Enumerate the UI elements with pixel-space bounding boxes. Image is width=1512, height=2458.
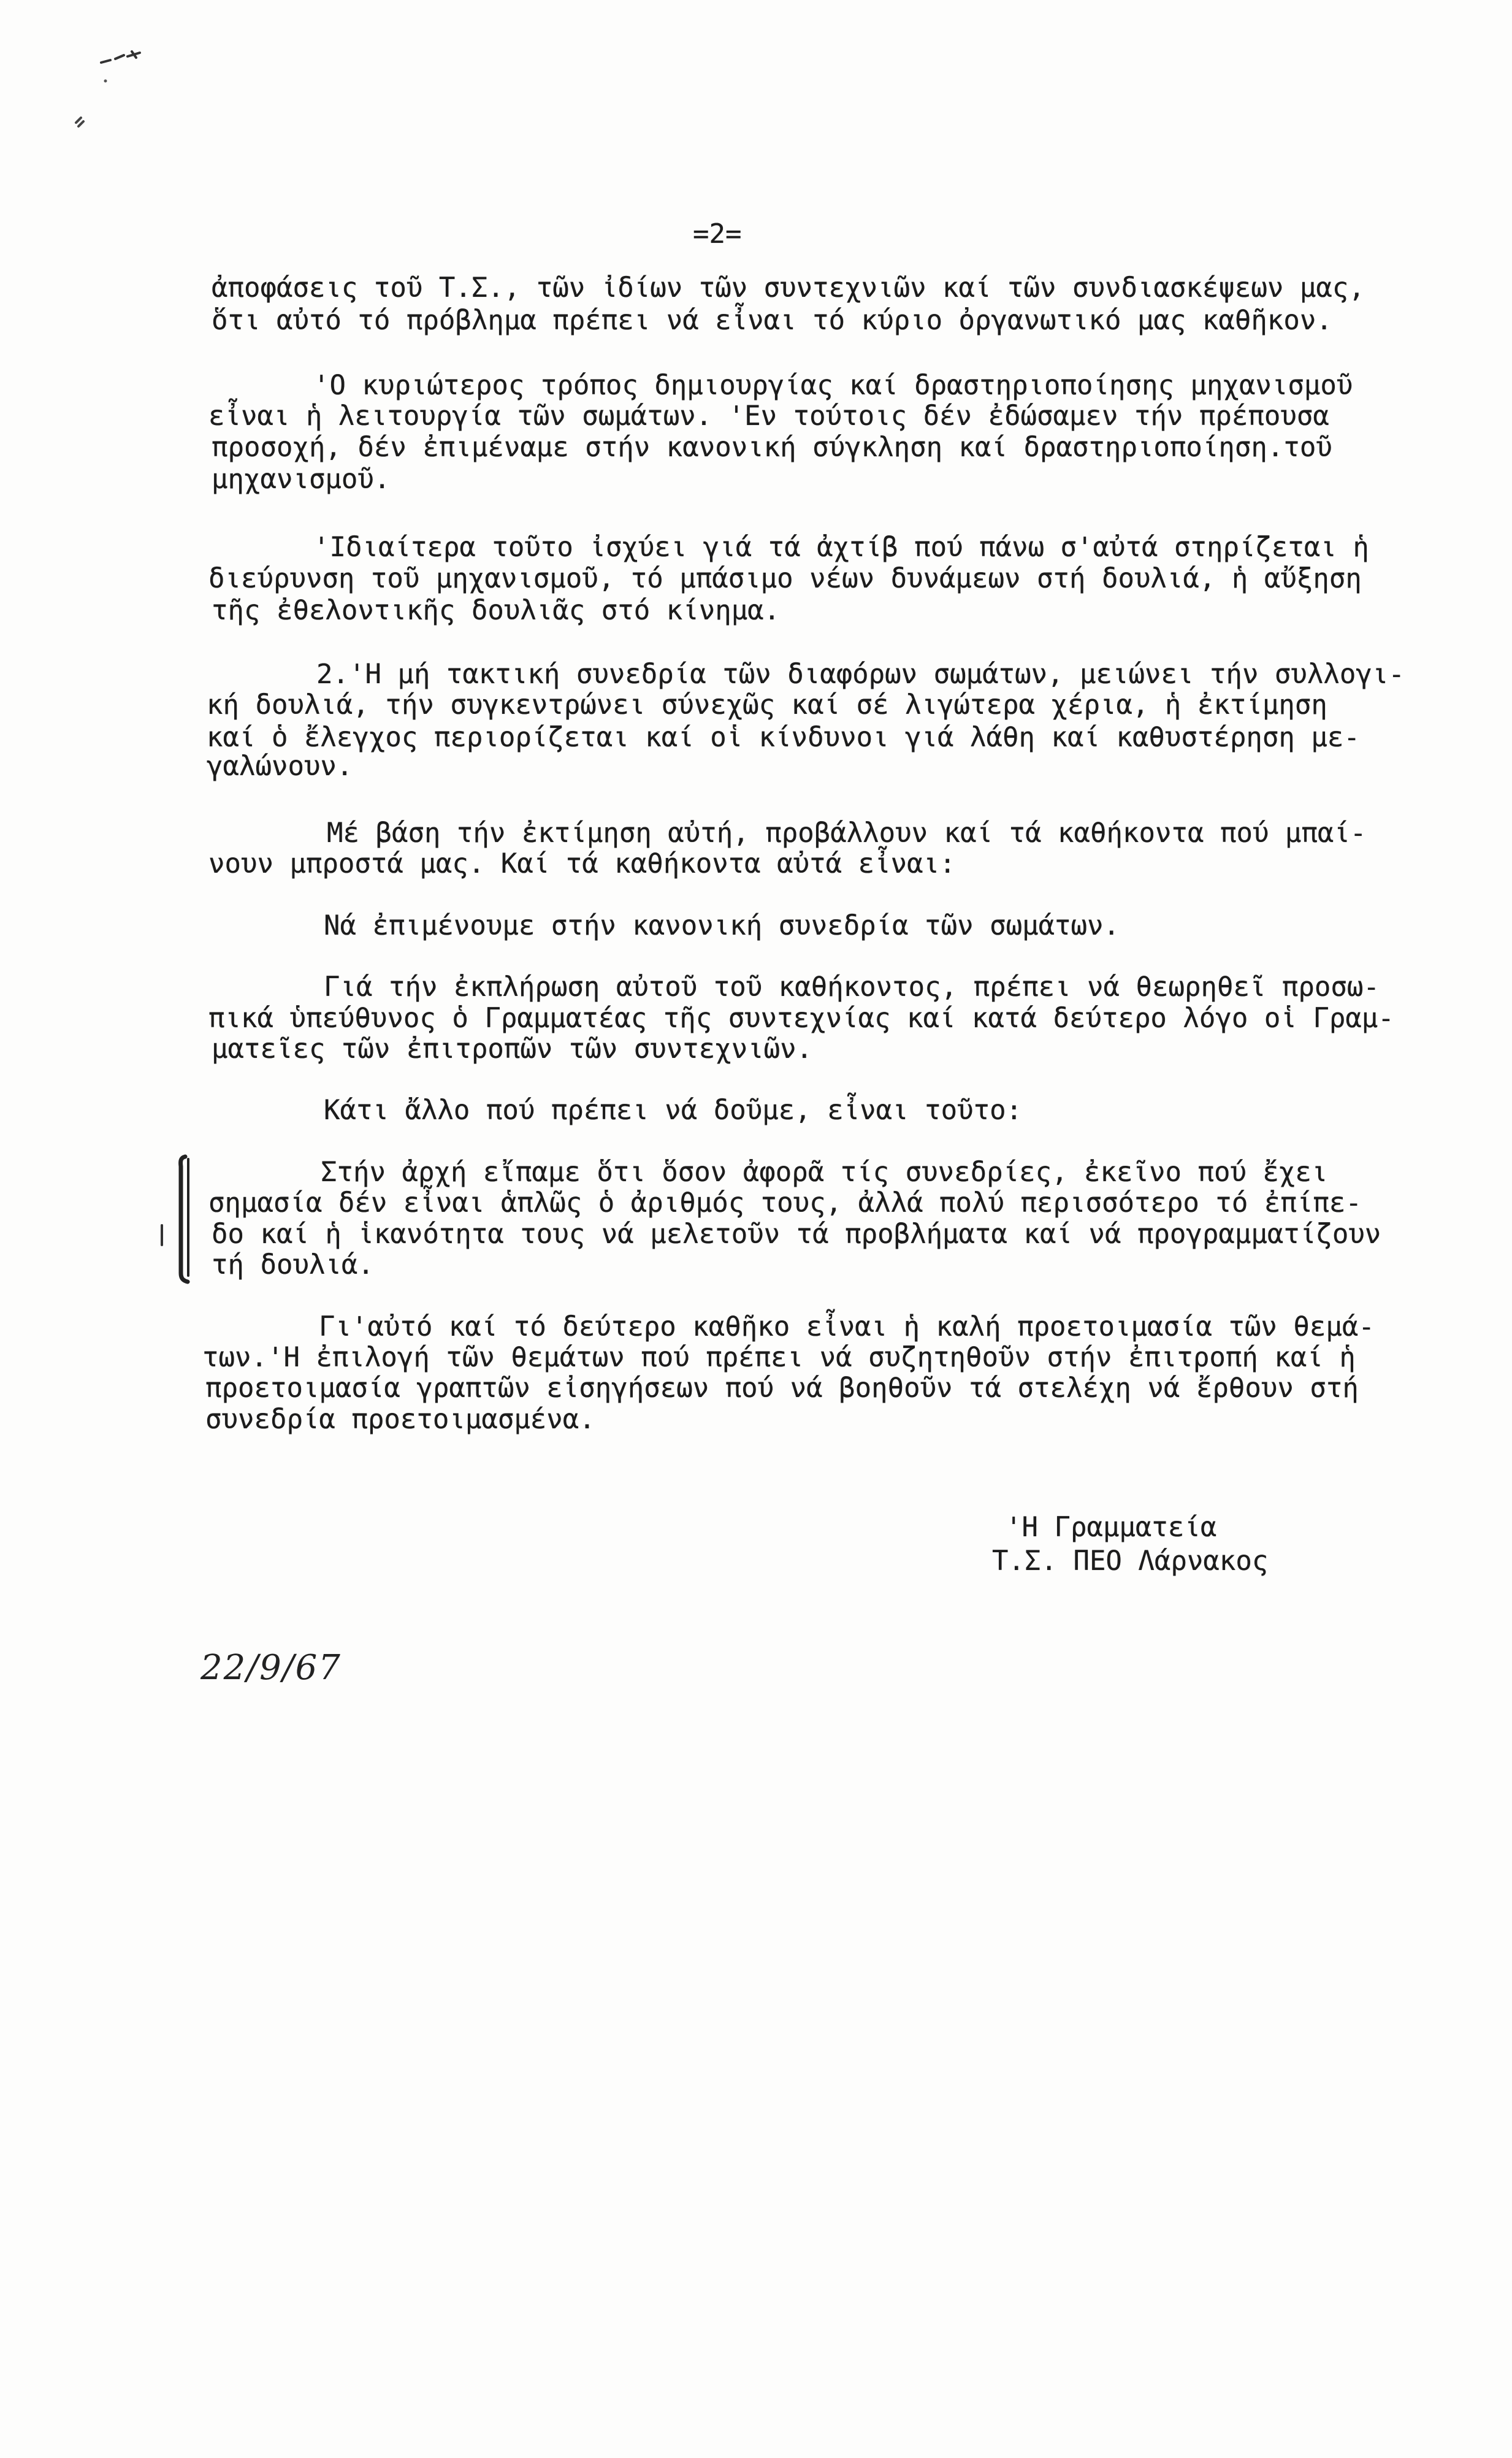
paragraph-10-line-4: συνεδρία προετοιμασμένα.: [205, 1404, 595, 1435]
paragraph-10-line-1: Γι'αὐτό καί τό δεύτερο καθῆκο εἶναι ἡ καλή προετοιμασία τῶν θεμά-: [319, 1311, 1375, 1342]
paragraph-4-line-4: γαλώνουν.: [207, 751, 353, 782]
paragraph-6-line-1: Νά ἐπιμένουμε στήν κανονική συνεδρία τῶν σωμάτων.: [324, 910, 1120, 941]
paragraph-9-line-4: τή δουλιά.: [212, 1249, 374, 1281]
paragraph-3-line-3: τῆς ἐθελοντικῆς δουλιᾶς στό κίνημα.: [212, 595, 781, 626]
page-number: =2=: [693, 218, 742, 250]
paragraph-10-line-2: των.'Η ἐπιλογή τῶν θεμάτων πού πρέπει νά συζητηθοῦν στήν ἐπιτροπή καί ἡ: [202, 1342, 1356, 1373]
paragraph-1-line-2: ὅτι αὐτό τό πρόβλημα πρέπει νά εἶναι τό κύριο ὀργανωτικό μας καθῆκον.: [212, 305, 1332, 336]
paragraph-3-line-2: διεύρυνση τοῦ μηχανισμοῦ, τό μπάσιμο νέων δυνάμεων στή δουλιά, ἡ αὔξηση: [208, 563, 1362, 594]
paragraph-2-line-1: 'Ο κυριώτερος τρόπος δημιουργίας καί δραστηριοποίησης μηχανισμοῦ: [313, 370, 1353, 401]
paragraph-9-line-2: σημασία δέν εἶναι ἁπλῶς ὁ ἀριθμός τους, ἀλλά πολύ περισσότερο τό ἐπίπε-: [208, 1187, 1362, 1219]
paragraph-10-line-3: προετοιμασία γραπτῶν εἰσηγήσεων πού νά βοηθοῦν τά στελέχη νά ἔρθουν στή: [205, 1373, 1359, 1404]
paragraph-8-line-1: Κάτι ἄλλο πού πρέπει νά δοῦμε, εἶναι τοῦτο:: [324, 1095, 1023, 1126]
paragraph-5-line-1: Μέ βάση τήν ἐκτίμηση αὐτή, προβάλλουν καί τά καθήκοντα πού μπαί-: [327, 817, 1367, 849]
paragraph-3-line-1: 'Ιδιαίτερα τοῦτο ἰσχύει γιά τά ἀχτίβ πού πάνω σ'αὐτά στηρίζεται ἡ: [313, 532, 1369, 563]
paragraph-4-line-3: καί ὁ ἔλεγχος περιορίζεται καί οἱ κίνδυνοι γιά λάθη καί καθυστέρηση με-: [207, 722, 1360, 753]
paragraph-1-line-1: ἀποφάσεις τοῦ Τ.Σ., τῶν ἰδίων τῶν συντεχνιῶν καί τῶν συνδιασκέψεων μας,: [212, 272, 1365, 304]
handwritten-date: 22/9/67: [200, 1648, 342, 1688]
paragraph-5-line-2: νουν μπροστά μας. Καί τά καθήκοντα αὐτά εἶναι:: [208, 848, 956, 879]
paragraph-7-line-1: Γιά τήν ἐκπλήρωση αὐτοῦ τοῦ καθήκοντος, πρέπει νά θεωρηθεῖ προσω-: [324, 971, 1380, 1003]
paragraph-9-line-3: δο καί ἡ ἱκανότητα τους νά μελετοῦν τά προβλήματα καί νά προγραμματίζουν: [212, 1219, 1381, 1250]
paragraph-4-line-2: κή δουλιά, τήν συγκεντρώνει σύνεχῶς καί σέ λιγώτερα χέρια, ἡ ἐκτίμηση: [207, 689, 1327, 721]
paragraph-2-line-2: εἶναι ἡ λειτουργία τῶν σωμάτων. 'Εν τούτοις δέν ἐδώσαμεν τήν πρέπουσα: [208, 400, 1329, 432]
margin-bracket-mark: [153, 1153, 196, 1288]
signature-organisation: Τ.Σ. ΠΕΟ Λάρνακος: [992, 1545, 1269, 1577]
paragraph-9-line-1: Στήν ἀρχή εἴπαμε ὅτι ὅσον ἀφορᾶ τίς συνεδρίες, ἐκεῖνο πού ἔχει: [321, 1157, 1328, 1188]
paragraph-7-line-2: πικά ὑπεύθυνος ὁ Γραμματέας τῆς συντεχνίας καί κατά δεύτερο λόγο οἱ Γραμ-: [208, 1003, 1394, 1034]
paragraph-2-line-3: προσοχή, δέν ἐπιμέναμε στήν κανονική σύγκληση καί δραστηριοποίηση.τοῦ: [212, 432, 1332, 463]
paragraph-7-line-3: ματεῖες τῶν ἐπιτροπῶν τῶν συντεχνιῶν.: [212, 1033, 813, 1065]
scan-mark-top-left: [67, 49, 159, 141]
paragraph-2-line-4: μηχανισμοῦ.: [212, 464, 391, 495]
paragraph-4-line-1: 2.'Η μή τακτική συνεδρία τῶν διαφόρων σωμάτων, μειώνει τήν συλλογι-: [316, 659, 1405, 690]
signature-office: 'Η Γραμματεία: [1006, 1512, 1217, 1543]
